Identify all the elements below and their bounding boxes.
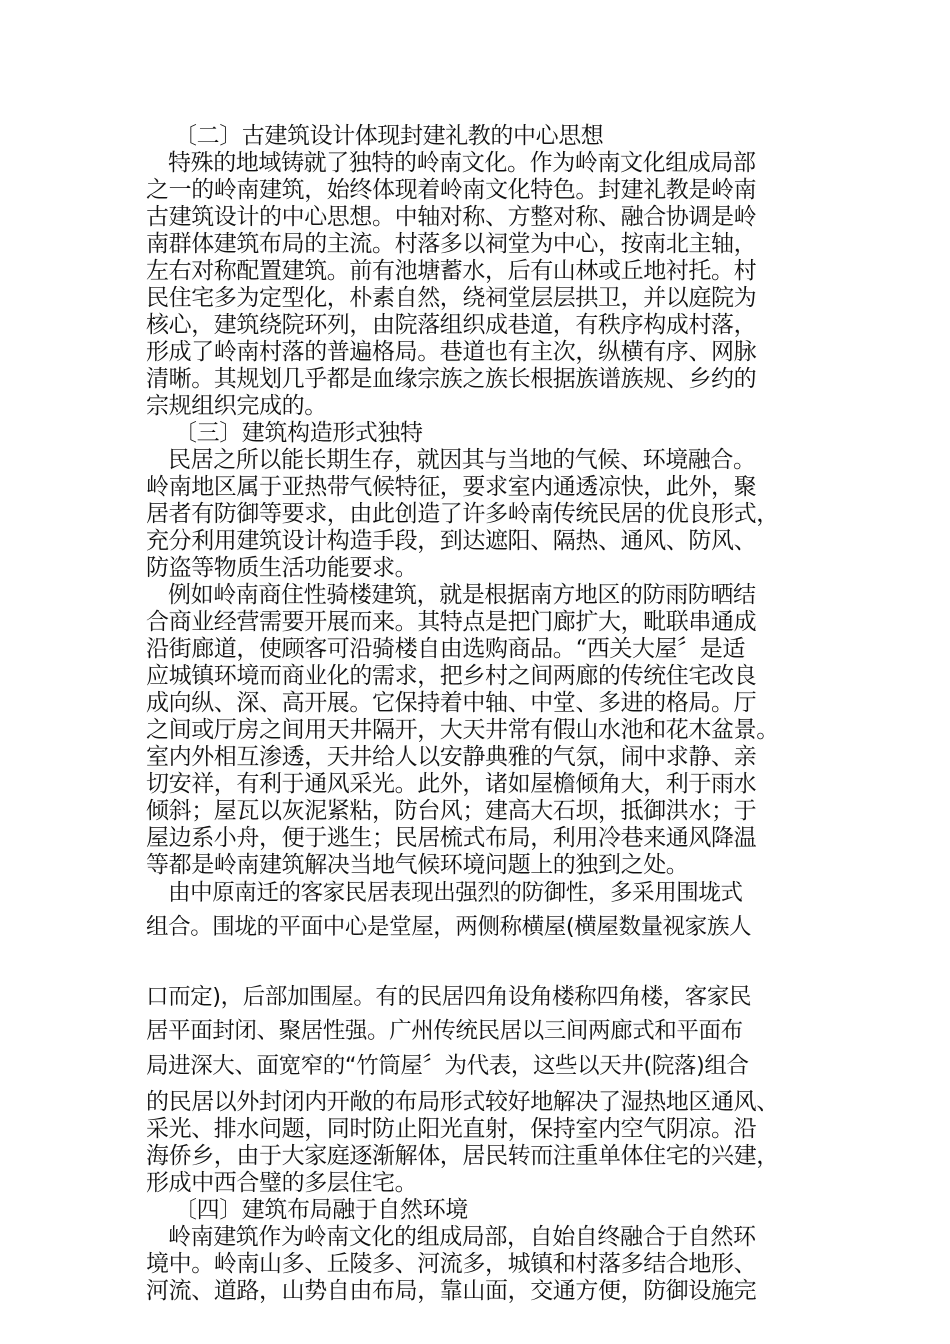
paragraph-line: 特殊的地域铸就了独特的岭南文化。作为岭南文化组成局部 — [168, 150, 756, 176]
paragraph-line: 屋边系小舟，便于逃生；民居梳式布局，利用冷巷来通风降温 — [146, 825, 757, 851]
paragraph-line: 民居之所以能长期生存，就因其与当地的气候、环境融合。 — [168, 447, 756, 473]
paragraph-line: 形成中西合璧的多层住宅。 — [146, 1170, 418, 1196]
section-heading-3: 〔三〕建筑构造形式独特 — [174, 420, 423, 446]
paragraph-line: 海侨乡，由于大家庭逐渐解体，居民转而注重单体住宅的兴建， — [146, 1143, 779, 1169]
paragraph-line: 左右对称配置建筑。前有池塘蓄水，后有山林或丘地衬托。村 — [146, 258, 757, 284]
paragraph-line: 由中原南迁的客家民居表现出强烈的防御性，多采用围垅式 — [168, 880, 743, 906]
paragraph-line: 古建筑设计的中心思想。中轴对称、方整对称、融合协调是岭 — [146, 204, 757, 230]
paragraph-line: 民住宅多为定型化，朴素自然，绕祠堂层层拱卫，并以庭院为 — [146, 285, 757, 311]
paragraph-line: 口而定)，后部加围屋。有的民居四角设角楼称四角楼，客家民 — [146, 984, 752, 1010]
paragraph-line: 采光、排水问题，同时防止阳光直射，保持室内空气阴凉。沿 — [146, 1116, 757, 1142]
paragraph-line: 应城镇环境而商业化的需求，把乡村之间两廊的传统住宅改良 — [146, 663, 757, 689]
paragraph-line: 等都是岭南建筑解决当地气候环境问题上的独到之处。 — [146, 852, 689, 878]
paragraph-line: 居者有防御等要求，由此创造了许多岭南传统民居的优良形式， — [146, 501, 779, 527]
paragraph-line: 核心，建筑绕院环列，由院落组织成巷道，有秩序构成村落， — [146, 312, 757, 338]
paragraph-line: 防盗等物质生活功能要求。 — [146, 555, 418, 581]
paragraph-line: 充分利用建筑设计构造手段，到达遮阳、隔热、通风、防风、 — [146, 528, 757, 554]
paragraph-line: 岭南建筑作为岭南文化的组成局部，自始自终融合于自然环 — [168, 1224, 756, 1250]
paragraph-line: 境中。岭南山多、丘陵多、河流多，城镇和村落多结合地形、 — [146, 1251, 757, 1277]
paragraph-line: 切安祥，有利于通风采光。此外，诸如屋檐倾角大，利于雨水 — [146, 771, 757, 797]
paragraph-line: 宗规组织完成的。 — [146, 393, 327, 419]
paragraph-line: 倾斜；屋瓦以灰泥紧粘，防台风；建高大石坝，抵御洪水；于 — [146, 798, 757, 824]
paragraph-line: 之间或厅房之间用天井隔开，大天井常有假山水池和花木盆景。 — [146, 717, 779, 743]
paragraph-line: 南群体建筑布局的主流。村落多以祠堂为中心，按南北主轴， — [146, 231, 757, 257]
paragraph-line: 沿街廊道，使顾客可沿骑楼自由选购商品。“西关大屋〞是适 — [146, 636, 745, 662]
paragraph-line: 的民居以外封闭内开敞的布局形式较好地解决了湿热地区通风、 — [146, 1089, 779, 1115]
paragraph-line: 合商业经营需要开展而来。其特点是把门廊扩大，毗联串通成 — [146, 609, 757, 635]
paragraph-line: 岭南地区属于亚热带气候特征，要求室内通透凉快，此外，聚 — [146, 474, 757, 500]
section-heading-2: 〔二〕古建筑设计体现封建礼教的中心思想 — [174, 123, 604, 149]
paragraph-line: 成向纵、深、高开展。它保持着中轴、中堂、多进的格局。厅 — [146, 690, 757, 716]
paragraph-line: 局进深大、面宽窄的“竹筒屋〞为代表，这些以天井(院落)组合 — [146, 1053, 749, 1079]
paragraph-line: 组合。围垅的平面中心是堂屋，两侧称横屋(横屋数量视家族人 — [146, 914, 752, 940]
paragraph-line: 形成了岭南村落的普遍格局。巷道也有主次，纵横有序、网脉 — [146, 339, 757, 365]
paragraph-line: 室内外相互渗透，天井给人以安静典雅的气氛，闹中求静、亲 — [146, 744, 757, 770]
paragraph-line: 居平面封闭、聚居性强。广州传统民居以三间两廊式和平面布 — [146, 1018, 743, 1044]
paragraph-line: 之一的岭南建筑，始终体现着岭南文化特色。封建礼教是岭南 — [146, 177, 757, 203]
paragraph-line: 例如岭南商住性骑楼建筑，就是根据南方地区的防雨防晒结 — [168, 582, 756, 608]
paragraph-line: 清晰。其规划几乎都是血缘宗族之族长根据族谱族规、乡约的 — [146, 366, 757, 392]
paragraph-line: 河流、道路，山势自由布局，靠山面，交通方便，防御设施完 — [146, 1278, 757, 1304]
section-heading-4: 〔四〕建筑布局融于自然环境 — [174, 1197, 468, 1223]
